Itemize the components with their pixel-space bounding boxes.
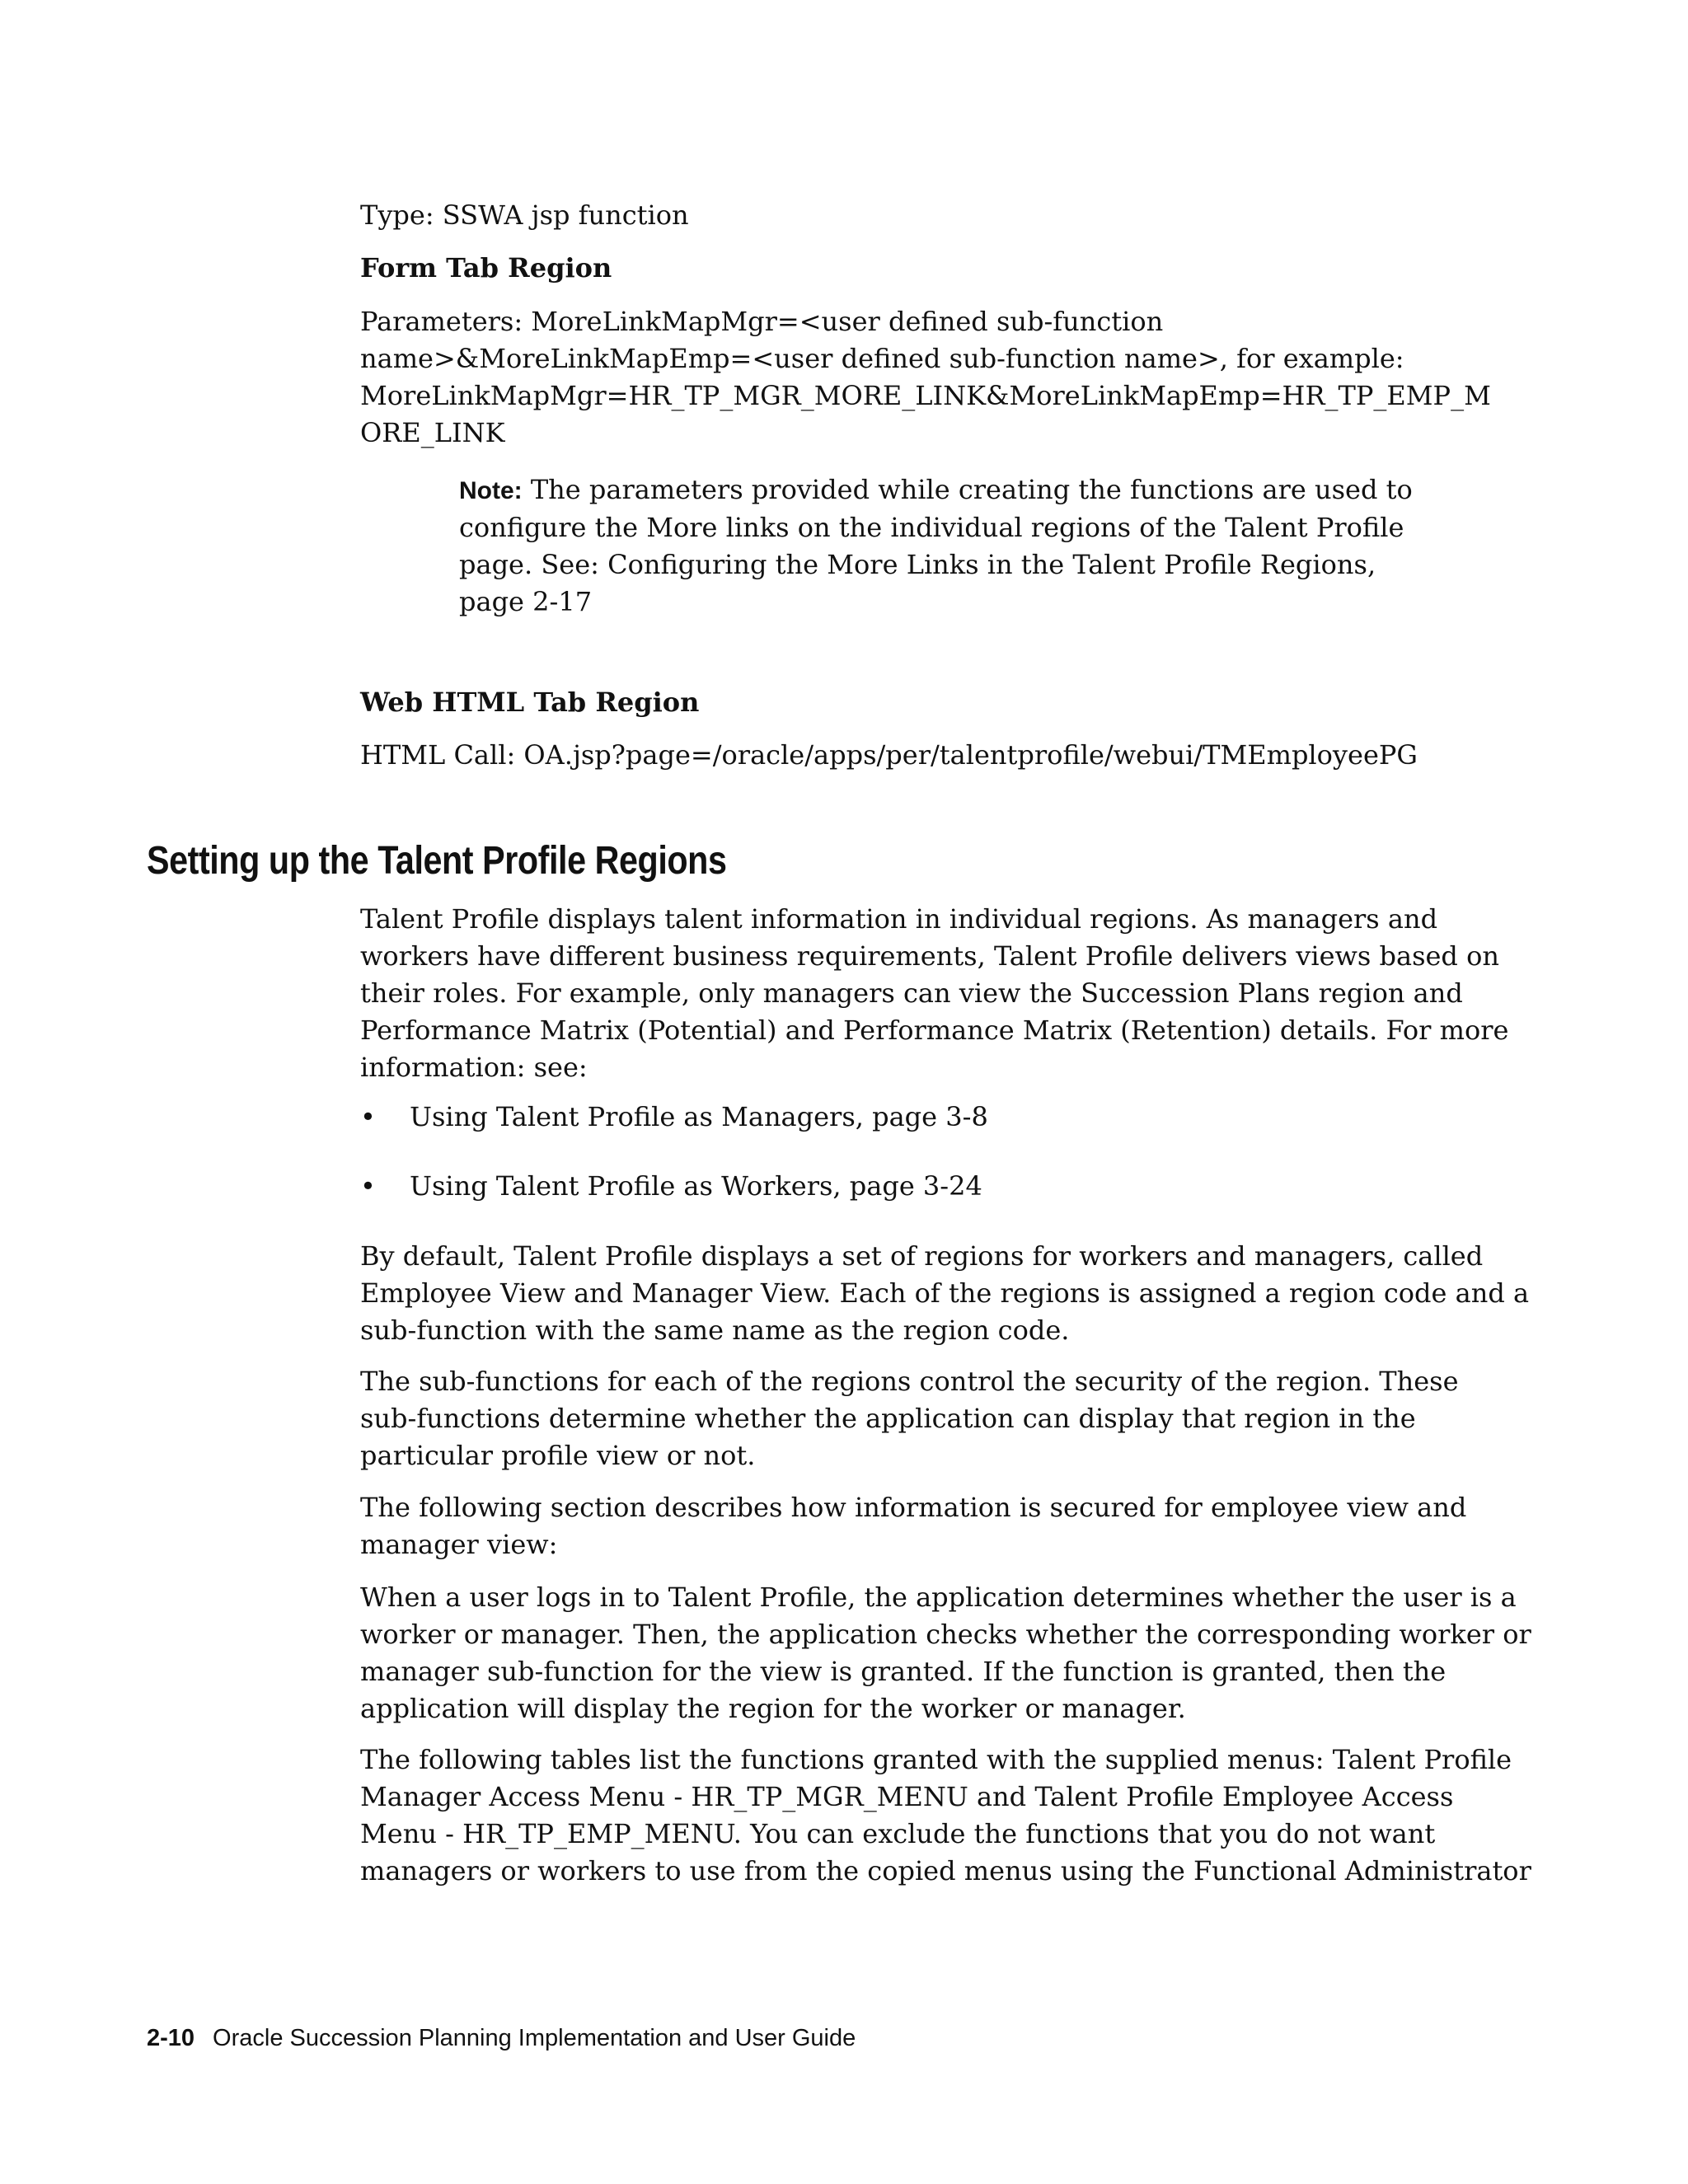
paragraph-line: manager sub-function for the view is granted. If the function is granted, then the [360, 1656, 1447, 1687]
footer-page-number: 2-10 [147, 2025, 195, 2051]
web-html-heading: Web HTML Tab Region [360, 687, 700, 718]
paragraph-tables [360, 1741, 1531, 1890]
note-label: Note: [459, 477, 523, 504]
intro-line: workers have different business requirements, Talent Profile delivers views based on [360, 940, 1499, 972]
paragraph-line: particular profile view or not. [360, 1440, 756, 1471]
bullet-item [360, 1168, 982, 1205]
note-line: The parameters provided while creating the functions are used to [522, 474, 1413, 505]
type-text: Type: SSWA jsp function [360, 199, 689, 231]
paragraph-line: The following tables list the functions granted with the supplied menus: Talent Profile [360, 1744, 1512, 1775]
parameters-line: name>&MoreLinkMapEmp=<user defined sub-function name>, for example: [360, 343, 1404, 374]
parameters-line: ORE_LINK [360, 417, 505, 448]
bullet-link-managers[interactable]: Using Talent Profile as Managers, page 3-8 [410, 1101, 988, 1132]
web-html-heading-block [360, 684, 1423, 721]
form-tab-heading-block [360, 250, 1423, 287]
intro-paragraph [360, 901, 1509, 1086]
bullet-link-workers[interactable]: Using Talent Profile as Workers, page 3-24 [410, 1170, 982, 1202]
paragraph-line: The sub-functions for each of the regions control the security of the region. These [360, 1366, 1459, 1397]
bullet-dot: • [360, 1170, 376, 1202]
paragraph-section-description [360, 1489, 1467, 1563]
page-footer [147, 2022, 856, 2055]
paragraph-line: sub-functions determine whether the application can display that region in the [360, 1403, 1416, 1434]
paragraph-line: The following section describes how information is secured for employee view and [360, 1492, 1467, 1523]
type-line [360, 197, 1423, 234]
parameters-line: Parameters: MoreLinkMapMgr=<user defined sub-function [360, 306, 1164, 337]
note-block [459, 471, 1413, 621]
note-line: page 2-17 [459, 586, 593, 617]
paragraph-line: Menu - HR_TP_EMP_MENU. You can exclude the functions that you do not want [360, 1818, 1436, 1849]
paragraph-line: When a user logs in to Talent Profile, the application determines whether the user is a [360, 1582, 1517, 1613]
bullet-dot: • [360, 1101, 376, 1132]
intro-line: information: see: [360, 1052, 588, 1083]
paragraph-line: By default, Talent Profile displays a set of regions for workers and managers, called [360, 1240, 1484, 1272]
note-line: configure the More links on the individual regions of the Talent Profile [459, 512, 1404, 543]
intro-line: their roles. For example, only managers can view the Succession Plans region and [360, 977, 1463, 1009]
paragraph-line: manager view: [360, 1529, 558, 1560]
paragraph-line: worker or manager. Then, the application checks whether the corresponding worker or [360, 1619, 1531, 1650]
intro-line: Performance Matrix (Potential) and Performance Matrix (Retention) details. For more [360, 1015, 1509, 1046]
bullet-item [360, 1099, 988, 1136]
paragraph-line: Employee View and Manager View. Each of the regions is assigned a region code and a [360, 1277, 1530, 1309]
paragraph-sub-functions [360, 1363, 1459, 1474]
paragraph-default-views [360, 1238, 1530, 1349]
html-call-block [360, 737, 1423, 774]
paragraph-line: managers or workers to use from the copied menus using the Functional Administrator [360, 1855, 1531, 1886]
parameters-line: MoreLinkMapMgr=HR_TP_MGR_MORE_LINK&MoreLinkMapEmp=HR_TP_EMP_M [360, 380, 1491, 411]
intro-line: Talent Profile displays talent information in individual regions. As managers and [360, 903, 1438, 935]
parameters-paragraph [360, 303, 1491, 452]
footer-book-title: Oracle Succession Planning Implementation and User Guide [213, 2025, 856, 2051]
paragraph-user-login [360, 1579, 1531, 1727]
section-heading: Setting up the Talent Profile Regions [147, 839, 727, 883]
html-call-text: HTML Call: OA.jsp?page=/oracle/apps/per/talentprofile/webui/TMEmployeePG [360, 739, 1418, 771]
form-tab-heading: Form Tab Region [360, 252, 612, 284]
paragraph-line: application will display the region for the worker or manager. [360, 1693, 1186, 1724]
paragraph-line: Manager Access Menu - HR_TP_MGR_MENU and Talent Profile Employee Access [360, 1781, 1454, 1812]
paragraph-line: sub-function with the same name as the region code. [360, 1315, 1070, 1346]
note-line: page. See: Configuring the More Links in the Talent Profile Regions, [459, 549, 1376, 580]
